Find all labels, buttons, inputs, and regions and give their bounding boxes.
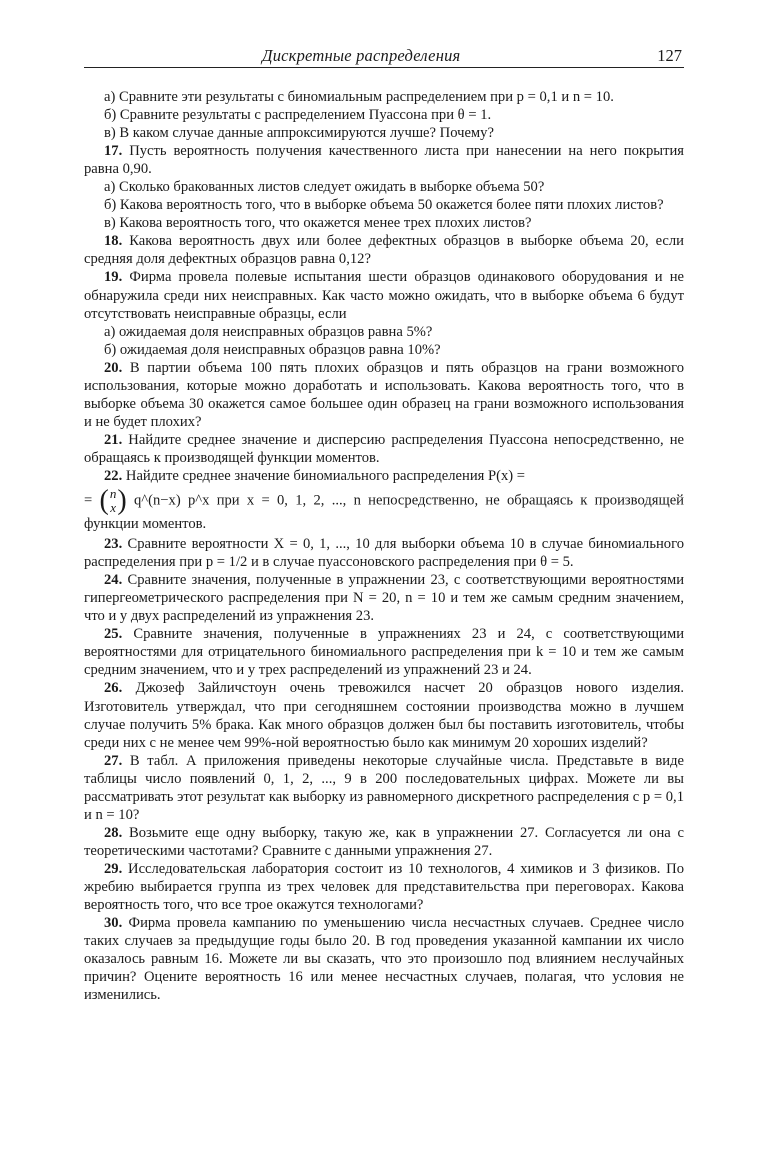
running-title: Дискретные распределения — [262, 46, 461, 65]
exercise-number: 29. — [104, 860, 123, 877]
exercise-number: 26. — [104, 680, 123, 697]
exercise-17c: в) Какова вероятность того, что окажется менее трех плохих листов? — [104, 215, 532, 232]
exercise-22-formula — [84, 487, 684, 533]
exercise-17b: б) Какова вероятность того, что в выборке объема 50 окажется более пяти плохих листов? — [104, 197, 664, 214]
exercise-number: 19. — [104, 269, 123, 286]
formula-text: q^(n−x) p^x при x = 0, 1, 2, ..., n непосредственно, не обращаясь к производящей функции моментов. — [84, 492, 684, 533]
exercise-number: 18. — [104, 233, 123, 250]
exercise-text: Фирма провела кампанию по уменьшению числа несчастных случаев. Среднее число таких случаев за предыдущие годы было 20. В год проведения указанной кампании их число оказалось равным 16. Можете ли вы сказать, что это произошло под влиянием неслучайных причин? Оцените вероятность 16 или менее несчастных случаев, полагая, что условия не изменились. — [84, 915, 684, 1004]
exercise-text: Сравните значения, полученные в упражнениях 23 и 24, с соответствующими вероятностями для отрицательного биномиального распределения при k = 10 и тем же самым средним значением, что и у трех распределений из упражнений 23 и 24. — [84, 626, 684, 679]
exercise-text: Возьмите еще одну выборку, такую же, как в упражнении 27. Согласуется ли она с теоретическими частотами? Сравните с данными упражнения 27. — [84, 824, 684, 859]
exercise-text: Фирма провела полевые испытания шести образцов одинакового оборудования и не обнаружила среди них неисправных. Как часто можно ожидать, что в выборке объема 6 будут отсутствовать неисправные образцы, если — [84, 269, 685, 322]
exercise-26 — [84, 679, 684, 751]
exercise-text: Найдите среднее значение биномиального распределения P(x) = — [125, 467, 526, 484]
exercise-number: 23. — [104, 536, 123, 553]
exercise-19 — [84, 268, 684, 322]
body-text — [84, 88, 684, 1004]
binomial-coefficient — [110, 487, 117, 515]
formula-equals: = — [84, 492, 93, 509]
exercise-text: Исследовательская лаборатория состоит из 10 технологов, 4 химиков и 3 физиков. По жребию выбирается группа из трех человек для представительства при переговорах. Какова вероятность того, что все трое окажутся технологами? — [84, 860, 684, 914]
exercise-number: 27. — [104, 752, 123, 769]
left-paren: ( — [99, 485, 109, 517]
exercise-30 — [84, 914, 684, 1004]
header-rule — [84, 67, 684, 68]
exercise-28 — [84, 824, 684, 860]
exercise-19a: а) ожидаемая доля неисправных образцов равна 5%? — [104, 323, 433, 340]
exercise-text: Какова вероятность двух или более дефектных образцов в выборке объема 20, если средняя доля дефектных образцов равна 0,12? — [84, 233, 684, 268]
exercise-24 — [84, 571, 684, 625]
exercise-20 — [84, 359, 684, 431]
exercise-text: Сравните значения, полученные в упражнении 23, с соответствующими вероятностями гипергеометрического распределения при N = 20, n = 10 и тем же самым средним значением, что и у двух распределений из упражнения 23. — [84, 572, 684, 625]
exercise-text: Сравните вероятности X = 0, 1, ..., 10 для выборки объема 10 в случае биномиального распределения при p = 1/2 и в случае пуассоновского распределения при θ = 5. — [84, 536, 684, 571]
exercise-27 — [84, 752, 684, 824]
exercise-19b: б) ожидаемая доля неисправных образцов равна 10%? — [104, 341, 441, 358]
binom-top: n — [109, 486, 117, 502]
exercise-18 — [84, 232, 684, 268]
exercise-number: 21. — [104, 431, 123, 448]
binom-bottom: x — [110, 500, 116, 516]
exercise-29 — [84, 860, 684, 914]
right-paren: ) — [117, 485, 127, 517]
page-number: 127 — [657, 46, 682, 65]
exercise-text: В табл. А приложения приведены некоторые случайные числа. Представьте в виде таблицы число появлений 0, 1, 2, ..., 9 в 200 последовательных цифрах. Можете ли вы рассматривать этот результат как выборку из равномерного дискретного распределения с p = 0,1 и n = 10? — [84, 752, 685, 823]
page-header — [84, 42, 684, 66]
exercise-text: Пусть вероятность получения качественного листа при нанесении на него покрытия равна 0,90. — [84, 143, 684, 178]
exercise-text: Джозеф Зайличстоун очень тревожился насчет 20 образцов нового изделия. Изготовитель утверждал, что при сегодняшнем состоянии производства можно в лучшем случае получить 5% брака. Как много образцов должен был бы поставить изготовитель, чтобы среди них с не менее чем 99%-ной вероятностью было как минимум 20 хороших изделий? — [84, 680, 684, 751]
exercise-number: 22. — [104, 467, 123, 484]
exercise-21 — [84, 431, 684, 467]
exercise-number: 17. — [104, 143, 123, 160]
exercise-17 — [84, 142, 684, 178]
exercise-number: 20. — [104, 359, 123, 376]
exercise-17a: а) Сколько бракованных листов следует ожидать в выборке объема 50? — [104, 179, 545, 196]
exercise-22 — [84, 467, 684, 485]
exercise-16c: в) В каком случае данные аппроксимируются лучше? Почему? — [104, 125, 494, 142]
exercise-number: 28. — [104, 824, 123, 841]
exercise-16b: б) Сравните результаты с распределением Пуассона при θ = 1. — [104, 107, 492, 124]
exercise-number: 24. — [104, 572, 123, 589]
exercise-text: В партии объема 100 пять плохих образцов и пять образцов на грани возможного использования, которые можно доработать и использовать. Какова вероятность того, что в выборке объема 30 окажется самое большее один образец на грани возможного использования и не будет плохих? — [84, 359, 684, 430]
exercise-text: Найдите среднее значение и дисперсию распределения Пуассона непосредственно, не обращаясь к производящей функции моментов. — [84, 431, 684, 466]
exercise-number: 30. — [104, 915, 123, 932]
exercise-number: 25. — [104, 626, 123, 643]
exercise-25 — [84, 625, 684, 679]
exercise-16a: а) Сравните эти результаты с биномиальным распределением при p = 0,1 и n = 10. — [104, 89, 614, 105]
exercise-23 — [84, 535, 684, 571]
